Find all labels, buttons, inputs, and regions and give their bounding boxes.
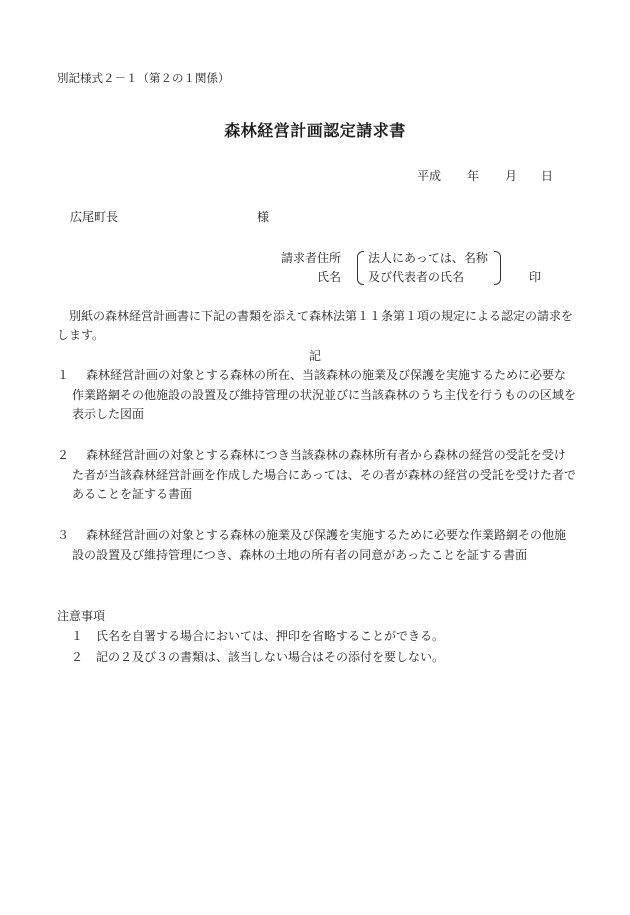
list-item	[57, 526, 577, 565]
date-era: 平成	[417, 169, 442, 183]
item-number: １	[57, 368, 70, 382]
form-label: 別記様式２－１（第２の１関係）	[57, 71, 230, 85]
date-day: 日	[541, 169, 554, 183]
note-number: １	[71, 629, 84, 643]
document-title: 森林経営計画認定請求書	[224, 121, 406, 140]
corporate-note-line2: 及び代表者の氏名	[368, 270, 465, 284]
seal-mark: 印	[529, 270, 542, 284]
date-month: 月	[505, 169, 518, 183]
note-text: 氏名を自署する場合においては、押印を省略することができる。	[96, 629, 445, 643]
note-item	[71, 648, 444, 665]
requester-address-label: 請求者住所	[281, 251, 342, 265]
item-text: 森林経営計画の対象とする森林につき当該森林の森林所有者から森林の経営の受託を受けた者が当該森林経営計画を作成した場合にあっては、その者が森林の経営の受託を受けた者であることを証する書面	[72, 448, 576, 501]
left-bracket	[357, 251, 364, 285]
addressee-honorific: 様	[257, 210, 270, 224]
note-item	[71, 627, 444, 644]
notes-heading: 注意事項	[57, 609, 106, 623]
item-number: ３	[57, 528, 70, 542]
note-text: 記の２及び３の書類は、該当しない場合はその添付を要しない。	[96, 650, 445, 664]
item-text: 森林経営計画の対象とする森林の所在、当該森林の施業及び保護を実施するために必要な作業路網その他施設の設置及び維持管理の状況並びに当該森林のうち主伐を行うものの区域を表示した図面	[72, 368, 577, 421]
item-text: 森林経営計画の対象とする森林の施業及び保護を実施するために必要な作業路網その他施設の設置及び維持管理につき、森林の土地の所有者の同意があったことを証する書面	[72, 528, 567, 562]
ki-heading: 記	[308, 349, 321, 363]
date-year: 年	[467, 169, 480, 183]
item-number: ２	[57, 448, 70, 462]
intro-paragraph: 別紙の森林経営計画書に下記の書類を添えて森林法第１１条第１項の規定による認定の請求をします。	[57, 309, 574, 342]
note-number: ２	[71, 650, 84, 664]
right-bracket	[494, 251, 501, 285]
list-item	[57, 366, 577, 425]
list-item	[57, 446, 577, 505]
corporate-note-line1: 法人にあっては、名称	[368, 251, 488, 265]
addressee-name: 広尾町長	[70, 210, 119, 224]
requester-name-label: 氏名	[317, 270, 342, 284]
